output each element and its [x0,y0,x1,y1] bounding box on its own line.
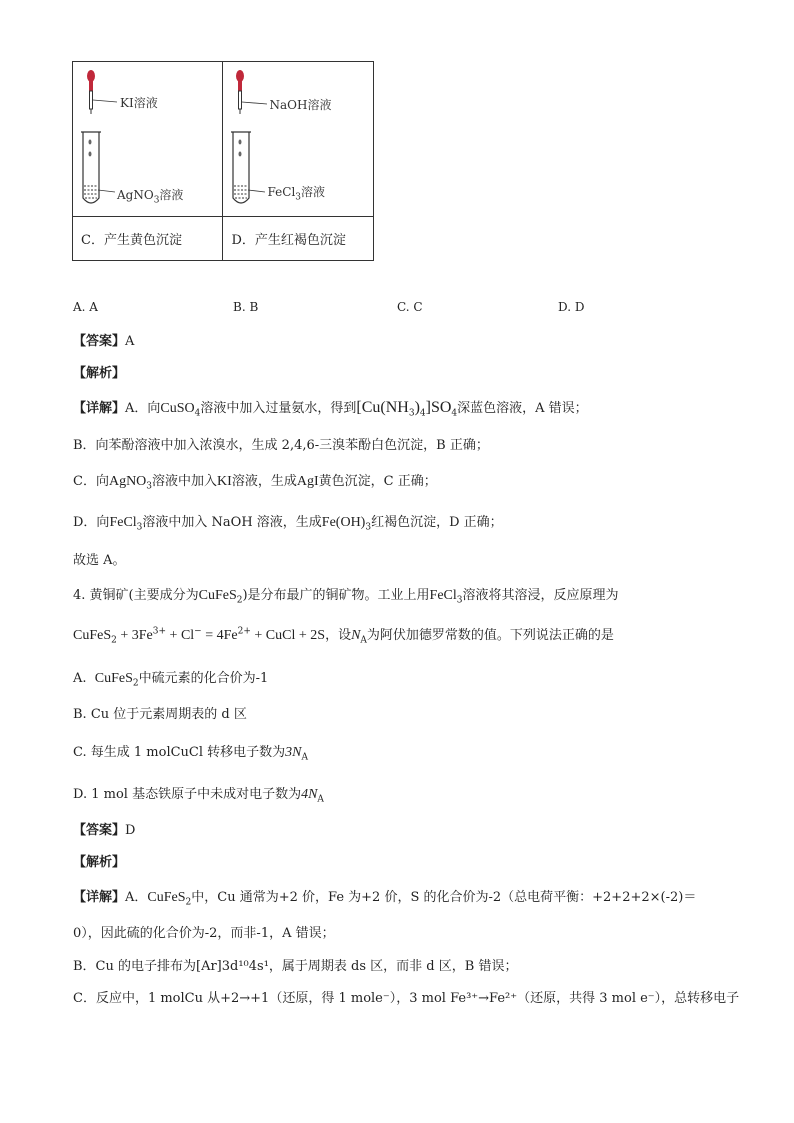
q3-conclusion: 故选 A。 [73,553,126,568]
option-c: C. C [397,300,423,314]
tube-label: FeCl$_3$溶液 [267,185,326,203]
reagent-label: KI溶液 [120,96,158,110]
option-b: B. B [233,300,259,314]
q3-detail-d: D．向FeCl$_3$溶液中加入 NaOH 溶液，生成$Fe(OH)_3$红褐色沉淀，D 正确； [73,515,503,533]
q4-option-b: B. Cu 位于元素周期表的 d 区 [73,707,247,722]
q3-detail-a: 【详解】A．向CuSO$_4$溶液中加入过量氨水，得到$[Cu(NH_3)_4]SO_4$深蓝色溶液，A 错误； [73,399,588,419]
experiment-figure-d [223,62,374,217]
q3-answer: 【答案】A [73,334,135,349]
q4-stem: 4. 黄铜矿(主要成分为CuFeS$_2$)是分布最广的铜矿物。工业上用FeCl$_3$溶液将其溶浸，反应原理为 [73,588,619,606]
experiment-figure-c [73,62,223,217]
q4-detail-b: B．Cu 的电子排布为[Ar]3d¹⁰4s¹，属于周期表 ds 区，而非 d 区，B 错误； [73,959,518,974]
experiment-table [72,61,374,261]
reagent-label: NaOH溶液 [269,98,332,112]
q4-answer: 【答案】D [73,823,136,838]
q4-detail-a: 【详解】A．CuFeS$_2$中，Cu 通常为+2 价，Fe 为+2 价，S 的化合价为-2（总电荷平衡：+2+2+2×(-2)＝ [73,890,697,908]
option-a: A. A [73,300,98,314]
option-d: D. D [558,300,585,314]
q4-equation: CuFeS$_2$ + $3Fe^{3+} + Cl^- = 4Fe^{2+}$ + CuCl + 2S，设$N_A$为阿伏加德罗常数的值。下列说法正确的是 [73,626,614,646]
experiment-caption-c: C．产生黄色沉淀 [73,217,223,261]
q4-detail-a-cont: 0），因此硫的化合价为-2，而非-1，A 错误； [73,926,335,941]
q4-option-a: A. CuFeS$_2$中硫元素的化合价为-1 [73,671,269,689]
q4-option-c: C. 每生成 1 molCuCl 转移电子数为$3N_A$ [73,745,308,763]
q4-analysis-tag: 【解析】 [73,855,126,870]
q4-detail-c: C．反应中，1 molCu 从+2→+1（还原，得 1 mole⁻），3 mol Fe³⁺→Fe²⁺（还原，共得 3 mol e⁻），总转移电子 [73,991,740,1006]
q3-detail-b: B．向苯酚溶液中加入浓溴水，生成 2,4,6-三溴苯酚白色沉淀，B 正确； [73,438,489,453]
q4-option-d: D. 1 mol 基态铁原子中未成对电子数为$4N_A$ [73,787,324,805]
experiment-caption-d: D．产生红褐色沉淀 [223,217,374,261]
q3-detail-c: C．向AgNO$_3$溶液中加入KI溶液，生成AgI黄色沉淀，C 正确； [73,474,437,492]
q3-analysis-tag: 【解析】 [73,366,126,381]
tube-label: AgNO$_3$溶液 [117,188,184,206]
